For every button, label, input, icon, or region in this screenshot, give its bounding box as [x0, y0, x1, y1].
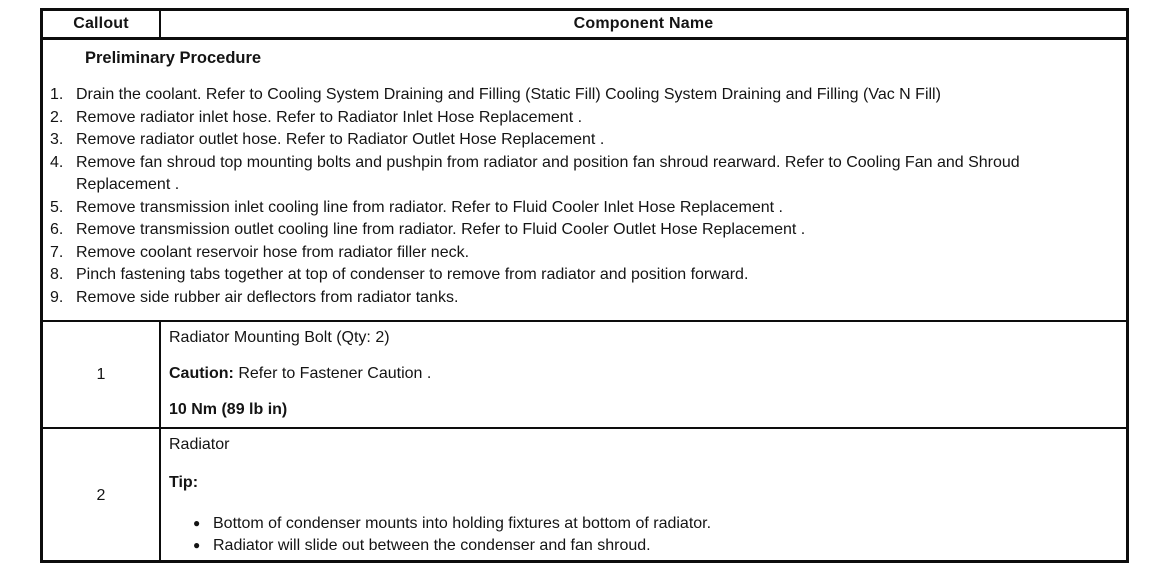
step-number: 9. [50, 288, 64, 306]
list-item [169, 535, 1112, 557]
list-item [169, 513, 1112, 535]
list-item [48, 84, 1106, 107]
step-number: 7. [50, 243, 64, 261]
step-text: Drain the coolant. Refer to Cooling System Draining and Filling (Static Fill) Cooling System Draining and Filling (Vac N Fill) [76, 86, 941, 103]
list-item [48, 242, 1106, 265]
step-number: 1. [50, 86, 64, 103]
caution-label: Caution: [169, 365, 234, 382]
tip-label: Tip: [169, 474, 199, 491]
torque-spec: 10 Nm (89 lb in) [169, 401, 288, 418]
list-item [48, 197, 1106, 220]
column-header-component-name: Component Name [573, 15, 714, 32]
step-number: 6. [50, 221, 64, 238]
list-item [48, 107, 1106, 130]
component-details [161, 322, 1126, 427]
bullet-text: Radiator will slide out between the condenser and fan shroud. [213, 537, 651, 554]
step-text: Remove radiator outlet hose. Refer to Radiator Outlet Hose Replacement . [76, 131, 605, 148]
tip-bullet-list [169, 513, 1112, 557]
column-header-callout: Callout [43, 11, 161, 37]
list-item [48, 264, 1106, 287]
step-text: Remove fan shroud top mounting bolts and pushpin from radiator and position fan shroud rearward. Refer to Cooling Fan and Shroud Replacement . [76, 153, 1020, 193]
component-table [40, 8, 1129, 563]
step-number: 3. [50, 131, 64, 148]
callout-number: 1 [43, 322, 161, 427]
bullet-icon: ● [193, 516, 201, 530]
component-name: Radiator Mounting Bolt (Qty: 2) [169, 329, 390, 346]
step-text: Remove radiator inlet hose. Refer to Radiator Inlet Hose Replacement . [76, 108, 583, 126]
step-text: Remove coolant reservoir hose from radiator filler neck. [76, 243, 470, 261]
component-name: Radiator [169, 436, 230, 453]
step-number: 8. [50, 266, 64, 283]
callout-number: 2 [43, 429, 161, 562]
component-details [161, 429, 1126, 562]
bullet-text: Bottom of condenser mounts into holding fixtures at bottom of radiator. [213, 515, 712, 532]
bullet-icon: ● [193, 538, 201, 552]
list-item [48, 129, 1106, 152]
caution-text: Refer to Fastener Caution . [233, 365, 432, 382]
caution-note [169, 363, 1112, 385]
step-number: 5. [50, 198, 64, 216]
step-number: 4. [50, 153, 64, 171]
table-row-callout-2 [43, 429, 1126, 562]
step-text: Remove transmission outlet cooling line from radiator. Refer to Fluid Cooler Outlet Hose Replacement . [76, 221, 806, 238]
list-item [48, 219, 1106, 242]
preliminary-steps-list [48, 84, 1106, 309]
list-item [48, 287, 1106, 310]
preliminary-procedure-title: Preliminary Procedure [85, 49, 262, 67]
preliminary-procedure-section [43, 40, 1126, 322]
step-text: Remove transmission inlet cooling line from radiator. Refer to Fluid Cooler Inlet Hose Replacement . [76, 198, 783, 216]
list-item [48, 152, 1106, 197]
step-text: Pinch fastening tabs together at top of condenser to remove from radiator and position forward. [76, 266, 749, 283]
step-number: 2. [50, 108, 64, 126]
table-header-row [43, 11, 1126, 40]
step-text: Remove side rubber air deflectors from radiator tanks. [76, 288, 459, 306]
table-row-callout-1 [43, 322, 1126, 429]
